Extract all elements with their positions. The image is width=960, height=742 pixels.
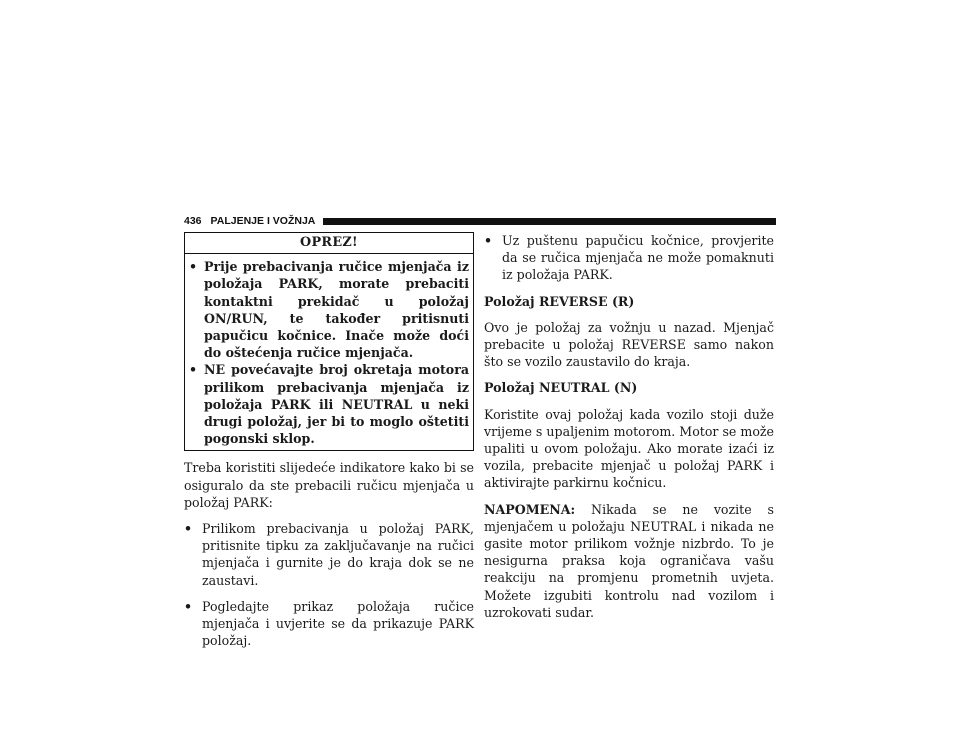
caution-box: [184, 232, 474, 451]
reverse-paragraph: Ovo je položaj za vožnju u nazad. Mjenjač prebacite u položaj REVERSE samo nakon što se vozilo zaustavilo do kraja.: [484, 319, 774, 370]
caution-item-text: NE povećavajte broj okretaja motora prilikom prebacivanja mjenjača iz položaja PARK ili NEUTRAL u neki drugi položaj, jer bi to moglo oštetiti pogonski sklop.: [204, 362, 469, 447]
list-item-text: Pogledajte prikaz položaja ručice mjenjača i uvjerite se da prikazuje PARK položaj.: [202, 598, 474, 649]
neutral-heading: Položaj NEUTRAL (N): [484, 380, 638, 396]
note-paragraph: [484, 501, 774, 621]
list-item-text: Prilikom prebacivanja u položaj PARK, pritisnite tipku za zaključavanje na ručici mjenjača i gurnite je do kraja dok se ne zaustavi.: [202, 521, 474, 588]
caution-title: OPREZ!: [185, 233, 473, 254]
bullet-icon: •: [189, 259, 198, 275]
caution-item: [189, 361, 469, 447]
list-item-text: Uz puštenu papučicu kočnice, provjerite da se ručica mjenjača ne može pomaknuti iz položaja PARK.: [502, 233, 774, 283]
caution-item-text: Prije prebacivanja ručice mjenjača iz položaja PARK, morate prebaciti kontaktni prekidač u položaj ON/RUN, te također pritisnuti papučicu kočnice. Inače može doći do oštećenja ručice mjenjača.: [204, 259, 469, 361]
list-item: [184, 598, 474, 650]
list-item: [484, 232, 774, 284]
neutral-paragraph: Koristite ovaj položaj kada vozilo stoji duže vrijeme s upaljenim motorom. Motor se može upaliti u ovom položaju. Ako morate izaći iz vozila, prebacite mjenjač u položaj PARK i aktivirajte parkirnu kočnicu.: [484, 406, 774, 491]
section-title: PALJENJE I VOŽNJA: [210, 215, 316, 227]
bullet-icon: •: [189, 362, 198, 378]
bullet-icon: •: [184, 598, 193, 614]
list-item: [184, 520, 474, 589]
header-rule: [323, 218, 776, 225]
intro-paragraph: Treba koristiti slijedeće indikatore kako bi se osiguralo da ste prebacili ručicu mjenjača u položaj PARK:: [184, 460, 474, 510]
note-text: Nikada se ne vozite s mjenjačem u položaju NEUTRAL i nikada ne gasite motor prilikom vožnje nizbrdo. To je nesigurna praksa koja ograničava vašu reakciju na promjenu prometnih uvjeta. Možete izgubiti kontrolu nad vozilom i uzrokovati sudar.: [484, 501, 774, 620]
caution-item: [189, 258, 469, 361]
bullet-icon: •: [484, 233, 493, 248]
left-column: [184, 232, 474, 658]
page-number: 436: [184, 215, 202, 227]
bullet-icon: •: [184, 521, 193, 537]
note-label: NAPOMENA:: [484, 501, 576, 517]
page-header: [184, 213, 776, 229]
reverse-heading: Položaj REVERSE (R): [484, 293, 635, 309]
right-column: [484, 232, 774, 630]
